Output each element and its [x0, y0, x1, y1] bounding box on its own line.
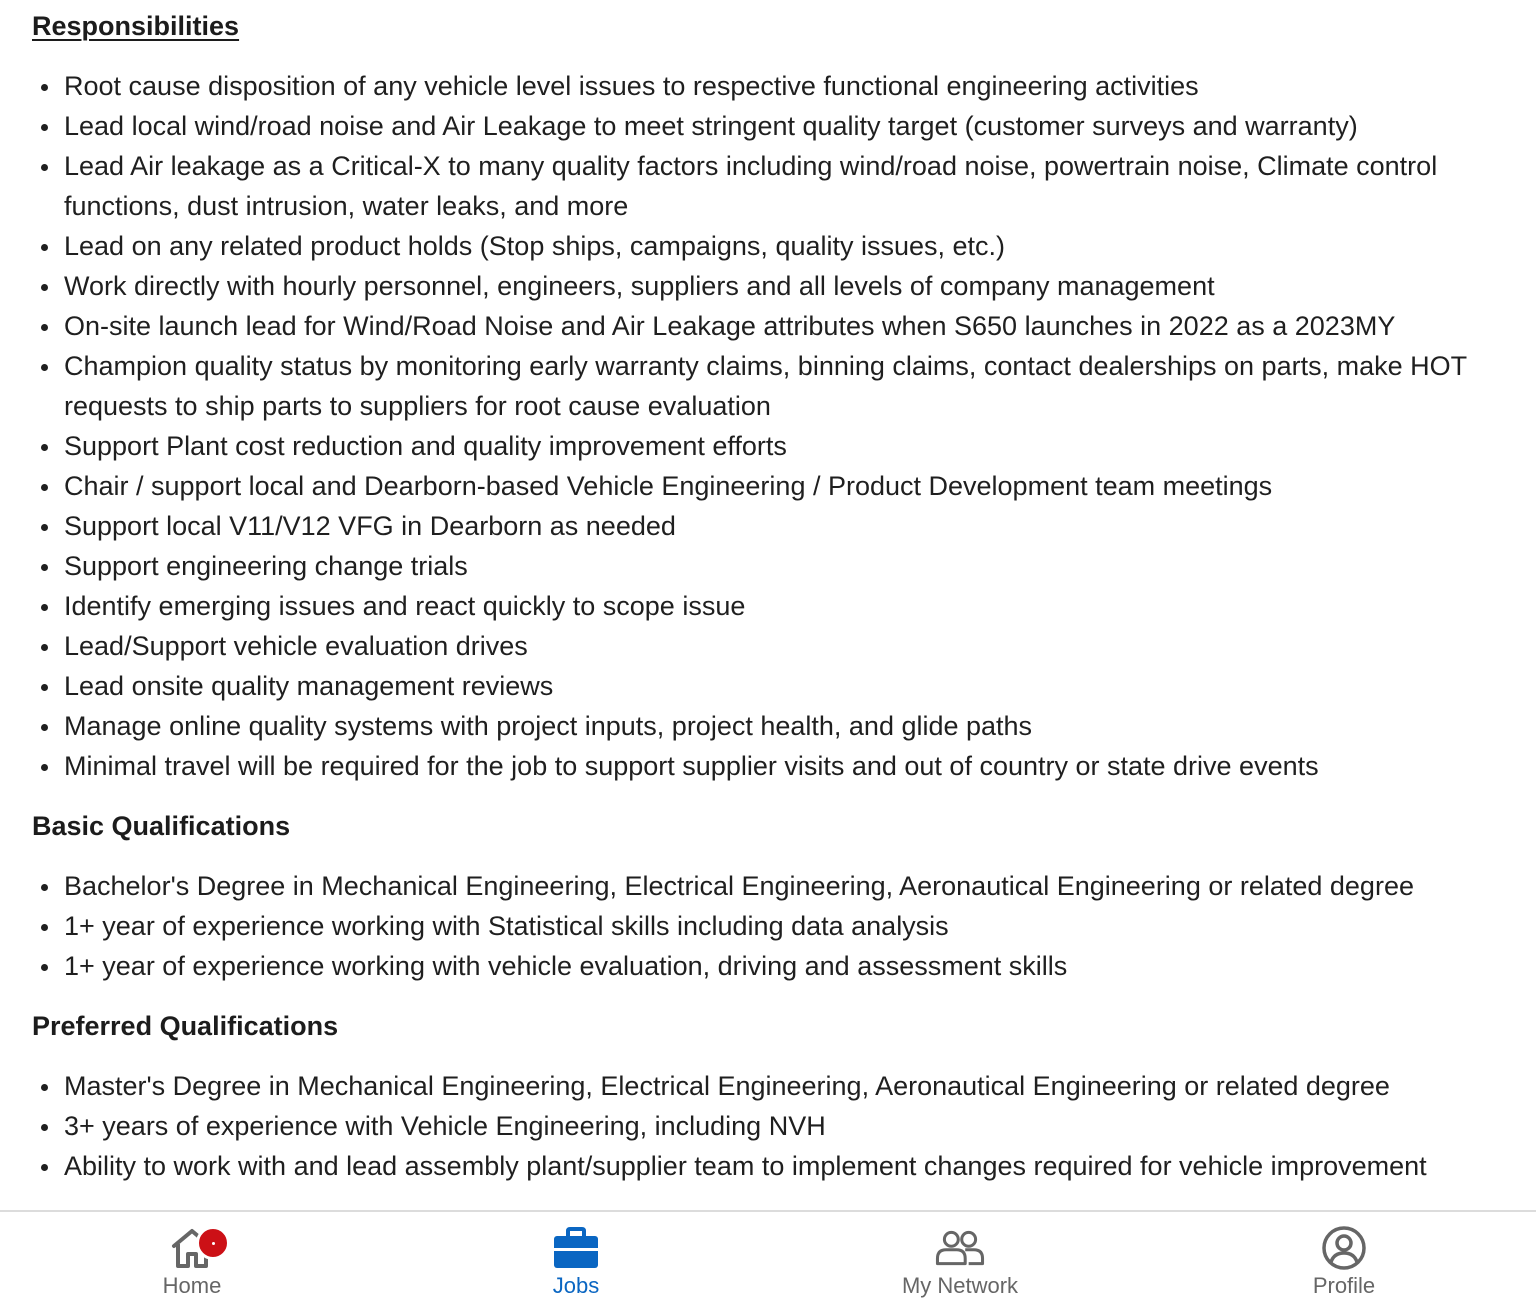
notification-badge [196, 1226, 230, 1260]
preferred-qualifications-heading: Preferred Qualifications [32, 1011, 339, 1041]
list-item: Work directly with hourly personnel, engineers, suppliers and all levels of company management [32, 266, 1496, 306]
home-icon [166, 1226, 218, 1270]
basic-qualifications-heading: Basic Qualifications [32, 811, 291, 841]
preferred-qualifications-list [32, 1066, 1496, 1186]
responsibilities-heading: Responsibilities [32, 11, 240, 41]
list-item: Identify emerging issues and react quickly to scope issue [32, 586, 1496, 626]
nav-profile[interactable] [1152, 1212, 1536, 1308]
list-item: Support local V11/V12 VFG in Dearborn as needed [32, 506, 1496, 546]
responsibilities-list [32, 66, 1496, 786]
profile-icon [1318, 1226, 1370, 1270]
list-item: Master's Degree in Mechanical Engineering, Electrical Engineering, Aeronautical Engineering or related degree [32, 1066, 1496, 1106]
list-item: Lead onsite quality management reviews [32, 666, 1496, 706]
nav-my-network[interactable] [768, 1212, 1152, 1308]
list-item: Chair / support local and Dearborn-based Vehicle Engineering / Product Development team meetings [32, 466, 1496, 506]
people-icon [934, 1226, 986, 1270]
nav-my-network-label: My Network [901, 1273, 1019, 1298]
list-item: Manage online quality systems with project inputs, project health, and glide paths [32, 706, 1496, 746]
nav-profile-label: Profile [1312, 1273, 1376, 1298]
list-item: 1+ year of experience working with vehicle evaluation, driving and assessment skills [32, 946, 1496, 986]
list-item: 3+ years of experience with Vehicle Engineering, including NVH [32, 1106, 1496, 1146]
basic-qualifications-list [32, 866, 1496, 986]
list-item: Ability to work with and lead assembly plant/supplier team to implement changes required for vehicle improvement [32, 1146, 1496, 1186]
badge-dot [212, 1242, 215, 1245]
list-item: On-site launch lead for Wind/Road Noise and Air Leakage attributes when S650 launches in 2022 as a 2023MY [32, 306, 1496, 346]
list-item: Bachelor's Degree in Mechanical Engineering, Electrical Engineering, Aeronautical Engineering or related degree [32, 866, 1496, 906]
nav-jobs-label: Jobs [552, 1273, 600, 1298]
list-item: 1+ year of experience working with Statistical skills including data analysis [32, 906, 1496, 946]
list-item: Lead local wind/road noise and Air Leakage to meet stringent quality target (customer surveys and warranty) [32, 106, 1496, 146]
list-item: Minimal travel will be required for the job to support supplier visits and out of country or state drive events [32, 746, 1496, 786]
briefcase-icon [550, 1226, 602, 1270]
list-item: Support Plant cost reduction and quality improvement efforts [32, 426, 1496, 466]
list-item: Lead Air leakage as a Critical-X to many quality factors including wind/road noise, powertrain noise, Climate control functions, dust intrusion, water leaks, and more [32, 146, 1496, 226]
list-item: Support engineering change trials [32, 546, 1496, 586]
list-item: Lead on any related product holds (Stop ships, campaigns, quality issues, etc.) [32, 226, 1496, 266]
nav-home-label: Home [162, 1273, 222, 1298]
list-item: Champion quality status by monitoring early warranty claims, binning claims, contact dealerships on parts, make HOT requests to ship parts to suppliers for root cause evaluation [32, 346, 1496, 426]
nav-home[interactable] [0, 1212, 384, 1308]
list-item: Root cause disposition of any vehicle level issues to respective functional engineering activities [32, 66, 1496, 106]
list-item: Lead/Support vehicle evaluation drives [32, 626, 1496, 666]
bottom-navigation-bar [0, 1210, 1536, 1308]
nav-jobs[interactable] [384, 1212, 768, 1308]
